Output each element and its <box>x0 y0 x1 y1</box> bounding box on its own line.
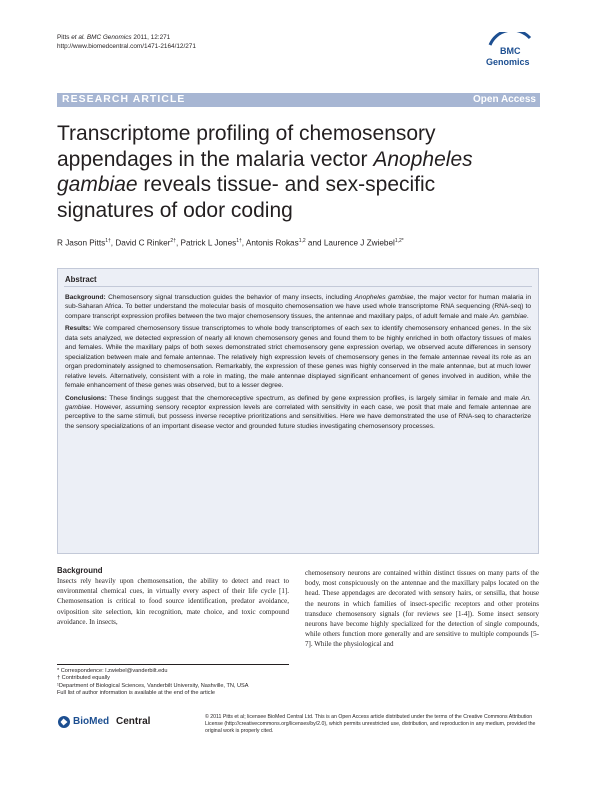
abstract-box <box>57 268 539 554</box>
species-name: An. gambiae <box>489 312 527 320</box>
body-column-left <box>57 566 289 627</box>
author-affiliation-mark: 1† <box>105 238 111 244</box>
abstract-text: . <box>526 312 529 320</box>
citation-year-volume: 2011, 12:271 <box>133 34 171 41</box>
citation-url-link[interactable]: http://www.biomedcentral.com/1471-2164/12/271 <box>57 43 196 50</box>
abstract-background <box>65 293 531 321</box>
citation-authors: Pitts <box>57 34 70 41</box>
logo-word-central: Central <box>116 716 151 727</box>
footnote-equal-contribution: † Contributed equally <box>57 675 110 682</box>
article-title <box>57 121 537 223</box>
section-heading-background: Background <box>57 566 103 575</box>
body-column-right <box>305 568 539 650</box>
biomed-central-logo <box>57 714 167 730</box>
author-list: R Jason Pitts$^{1\dagger}$, David C Rinker$^{2\dagger}$, Patrick L Jones$^{1\dagger}$, Antonis Rokas$^{1,2}$ and Laurence J Zwiebel$^{1,2*}$ <box>57 238 404 248</box>
author-name: Patrick L Jones <box>180 238 237 248</box>
abstract-results <box>65 324 531 390</box>
citation-etal: et al. <box>71 34 86 41</box>
author-name: Laurence J Zwiebel <box>323 238 395 248</box>
logo-line-journal: Genomics <box>486 57 530 67</box>
abstract-section-label: Results: <box>65 325 92 333</box>
bmc-genomics-logo <box>480 32 542 74</box>
biomed-central-mark-icon <box>57 715 71 729</box>
author-name: David C Rinker <box>115 238 171 248</box>
body-paragraph: chemosensory neurons are contained within distinct tissues on many parts of the body, most conspicuously on the antennae and the maxillary palps located on the head. These appendages are decorated with sensory hairs, or sensilla, that house the neurons in which families of insect-specific receptors and other proteins transduce chemosensory signals (for reviews see [1-4]). Some insect sensory neurons have become highly specialized for the detection of single compounds, while others function more generally and are sensitive to multiple compounds [5-7]. While the physiological and <box>305 569 539 649</box>
article-type-label: RESEARCH ARTICLE <box>62 94 186 105</box>
footnotes <box>57 664 289 698</box>
citation-journal: BMC Genomics <box>86 34 132 41</box>
abstract-conclusions <box>65 394 531 432</box>
species-name: An. gambiae <box>65 394 531 411</box>
abstract-body <box>65 293 531 434</box>
footnote-affiliation: ¹Department of Biological Sciences, Vanderbilt University, Nashville, TN, USA <box>57 682 249 689</box>
logo-line-bmc: BMC <box>500 46 521 56</box>
article-type-banner <box>57 93 540 107</box>
abstract-text: , the major vector for human malaria in sub-Saharan Africa. To better understand the molecular basis of mosquito chemosensation we have used whole transcriptome RNA sequencing (RNA-seq) to compare transcript expression profiles between the two major chemosensory tissues, the antennae and maxillary palps, of adult female and male <box>65 294 531 320</box>
abstract-text: Chemosensory signal transduction guides the behavior of many insects, including <box>105 294 355 301</box>
abstract-text: We compared chemosensory tissue transcriptomes to whole body transcriptomes of each sex to identify chemosensory enhanced genes. In the six data sets analyzed, we detected expression of nearly all known chemosensory genes and found them to be highly enriched in both olfactory tissues of males and females. While the maxillary palps of both sexes demonstrated strict chemosensory gene expression overlap, we observed acute differences in sensory specialization between male and female antennae. The relatively high expression levels of chemosensory genes in the female antennae reveal its role as an organ predominately assigned to chemosensation. Remarkably, the expression of these genes was highly conserved in the male antennae, but at much lower relative levels. Alternatively, consistent with a role in mating, the male antennae displayed significant enhancement of genes involved in audition, while the female enhancement of these genes was observed, but to a lesser degree. <box>65 325 531 390</box>
author-affiliation-mark: 1,2* <box>394 238 404 244</box>
title-species: Anopheles gambiae <box>57 147 473 196</box>
author-affiliation-mark: 1† <box>236 238 242 244</box>
species-name: Anopheles gambiae <box>354 294 414 301</box>
citation-line <box>57 33 196 42</box>
footnote-author-info: Full list of author information is available at the end of the article <box>57 690 215 697</box>
abstract-section-label: Background: <box>65 294 106 301</box>
open-access-label: Open Access <box>473 94 536 105</box>
title-part-1: Transcriptome profiling of chemosensory appendages in the malaria vector <box>57 122 436 171</box>
body-paragraph: Insects rely heavily upon chemosensation, the ability to detect and react to environmental chemical cues, in virtually every aspect of their life cycle [1]. Chemosensation is critical to food source identification, predator avoidance, oviposition site selection, kin recognition, mate choice, and toxic compound avoidance. In insects, <box>57 577 289 626</box>
correspondence-email-link[interactable]: * Correspondence: l.zwiebel@vanderbilt.edu <box>57 668 168 674</box>
author-affiliation-mark: 2† <box>170 238 176 244</box>
author-name: R Jason Pitts <box>57 238 106 248</box>
author-affiliation-mark: 1,2 <box>298 238 306 244</box>
citation-header <box>57 33 196 51</box>
license-statement: © 2011 Pitts et al; licensee BioMed Central Ltd. This is an Open Access article distributed under the terms of the Creative Commons Attribution License (http://creativecommons.org/licenses/by/2.0), which permits unrestricted use, distribution, and reproduction in any medium, provided the original work is properly cited. <box>205 714 536 735</box>
abstract-divider <box>64 286 532 287</box>
logo-word-biomed: BioMed <box>73 716 110 727</box>
author-name: Antonis Rokas <box>245 238 299 248</box>
abstract-text: . However, assuming sensory receptor expression levels are correlated with sensitivity in each case, we posit that male and female antennae are perceptive to the same stimuli, but possess inverse receptive prioritizations and sensitivities. Here we have demonstrated the use of RNA-seq to characterize the sensory specializations of an important disease vector and grounded future studies investigating chemosensory processes. <box>65 403 531 430</box>
abstract-section-label: Conclusions: <box>65 394 107 402</box>
abstract-text: These findings suggest that the chemoreceptive spectrum, as defined by gene expression profiles, is largely similar in female and male <box>106 394 522 402</box>
title-part-2: reveals tissue- and sex-specific signatures of odor coding <box>57 173 436 222</box>
abstract-heading: Abstract <box>65 275 97 284</box>
